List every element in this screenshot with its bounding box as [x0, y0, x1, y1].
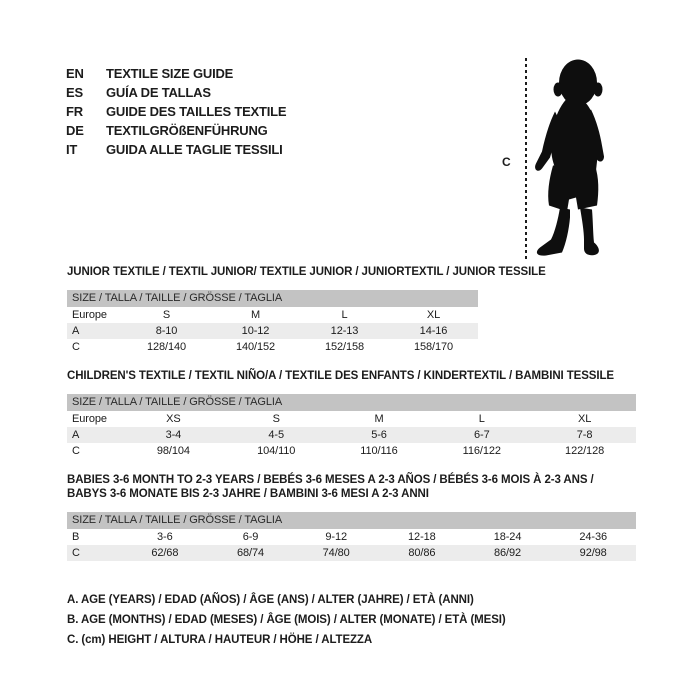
row-cell: 8-10: [155, 325, 178, 337]
row-cell: M: [374, 413, 384, 425]
size-table-children: [67, 369, 636, 459]
language-label: GUIDE DES TAILLES TEXTILE: [106, 104, 287, 119]
table-size-header: SIZE / TALLA / TAILLE / GRÖSSE / TAGLIA: [67, 290, 478, 307]
row-cell: 6-7: [473, 429, 490, 441]
table-row: [67, 443, 636, 459]
size-table-junior: [67, 265, 546, 355]
row-cell: 74/80: [322, 547, 350, 559]
row-cell: XS: [166, 413, 181, 425]
table-row: [67, 427, 636, 443]
toddler-silhouette-icon: [533, 57, 617, 263]
row-cell: 122/128: [565, 445, 605, 457]
row-cell: 68/74: [236, 547, 265, 559]
table-row: [67, 323, 478, 339]
row-cell: 80/86: [408, 547, 436, 559]
row-cell: S: [272, 413, 280, 425]
row-cell: 6-9: [242, 531, 259, 543]
row-cell: 62/68: [151, 547, 179, 559]
row-cell: 12-13: [330, 325, 359, 337]
row-cell: 110/116: [360, 445, 398, 457]
footnote-line: B. AGE (MONTHS) / EDAD (MESES) / ÂGE (MOIS) / ALTER (MONATE) / ETÀ (MESI): [67, 614, 506, 626]
language-code: DE: [66, 123, 84, 138]
table-title: BABIES 3-6 MONTH TO 2-3 YEARS / BEBÉS 3-6 MESES A 2-3 AÑOS / BÉBÉS 3-6 MOIS À 2-3 ANS /: [67, 474, 594, 486]
row-label: C: [72, 445, 80, 457]
language-row: [66, 64, 286, 83]
language-row: [66, 140, 286, 159]
table-size-header: SIZE / TALLA / TAILLE / GRÖSSE / TAGLIA: [67, 394, 636, 411]
language-code: FR: [66, 104, 83, 119]
language-label: GUÍA DE TALLAS: [106, 85, 211, 100]
row-cell: 116/122: [462, 445, 501, 457]
row-cell: 4-5: [268, 429, 284, 441]
row-cell: 98/104: [156, 445, 190, 457]
row-label: B: [72, 531, 80, 543]
language-list: [66, 64, 286, 159]
height-measure-dashed-line: [525, 58, 527, 259]
row-cell: 7-8: [576, 429, 593, 441]
row-cell: 9-12: [325, 531, 347, 543]
row-cell: S: [162, 309, 171, 321]
row-cell: 14-16: [419, 325, 448, 337]
row-cell: 152/158: [324, 341, 365, 353]
table-title-group: [67, 473, 636, 501]
language-row: [66, 121, 286, 140]
row-cell: 24-36: [579, 531, 608, 543]
language-row: [66, 102, 286, 121]
row-label: A: [72, 429, 80, 441]
table-row: [67, 545, 636, 561]
footnote-line: A. AGE (YEARS) / EDAD (AÑOS) / ÂGE (ANS) / ALTER (JAHRE) / ETÀ (ANNI): [67, 594, 474, 606]
table-title: BABYS 3-6 MONATE BIS 2-3 JAHRE / BAMBINI 3-6 MESI A 2-3 ANNI: [67, 488, 429, 500]
table-title: JUNIOR TEXTILE / TEXTIL JUNIOR/ TEXTILE JUNIOR / JUNIORTEXTIL / JUNIOR TESSILE: [67, 266, 546, 278]
row-label: Europe: [72, 413, 107, 425]
table-row: [67, 307, 478, 323]
row-cell: 140/152: [235, 341, 276, 353]
row-cell: 3-6: [157, 531, 173, 543]
size-table-babies: [67, 473, 636, 561]
row-cell: L: [478, 413, 485, 425]
table-title: CHILDREN'S TEXTILE / TEXTIL NIÑO/A / TEXTILE DES ENFANTS / KINDERTEXTIL / BAMBINI TESSILE: [67, 370, 614, 382]
table-title-group: [67, 265, 546, 279]
row-cell: 5-6: [371, 429, 387, 441]
row-cell: 18-24: [493, 531, 522, 543]
row-cell: XL: [577, 413, 592, 425]
row-label: A: [72, 325, 80, 337]
row-cell: 12-18: [408, 531, 436, 543]
language-label: TEXTILE SIZE GUIDE: [106, 66, 234, 81]
language-row: [66, 83, 286, 102]
table-row: [67, 339, 478, 355]
language-code: ES: [66, 85, 83, 100]
row-label: C: [72, 341, 80, 353]
table-row: [67, 529, 636, 545]
footnotes: [67, 590, 506, 650]
table-title-group: [67, 369, 636, 383]
row-label: C: [72, 547, 80, 559]
row-cell: 10-12: [241, 325, 270, 337]
row-cell: 158/170: [413, 341, 454, 353]
row-cell: 104/110: [257, 445, 296, 457]
language-label: TEXTILGRÖßENFÜHRUNG: [106, 123, 268, 138]
row-cell: 86/92: [494, 547, 522, 559]
row-cell: L: [341, 309, 348, 321]
row-label: Europe: [72, 309, 107, 321]
table-row: [67, 411, 636, 427]
row-cell: M: [250, 309, 261, 321]
language-code: IT: [66, 142, 78, 157]
footnote-line: C. (cm) HEIGHT / ALTURA / HAUTEUR / HÖHE / ALTEZZA: [67, 634, 373, 646]
table-size-header: SIZE / TALLA / TAILLE / GRÖSSE / TAGLIA: [67, 512, 636, 529]
language-label: GUIDA ALLE TAGLIE TESSILI: [106, 142, 283, 157]
row-cell: 128/140: [146, 341, 187, 353]
row-cell: XL: [426, 309, 441, 321]
row-cell: 3-4: [165, 429, 182, 441]
row-cell: 92/98: [579, 547, 607, 559]
height-measure-label: C: [502, 155, 511, 169]
language-code: EN: [66, 66, 84, 81]
